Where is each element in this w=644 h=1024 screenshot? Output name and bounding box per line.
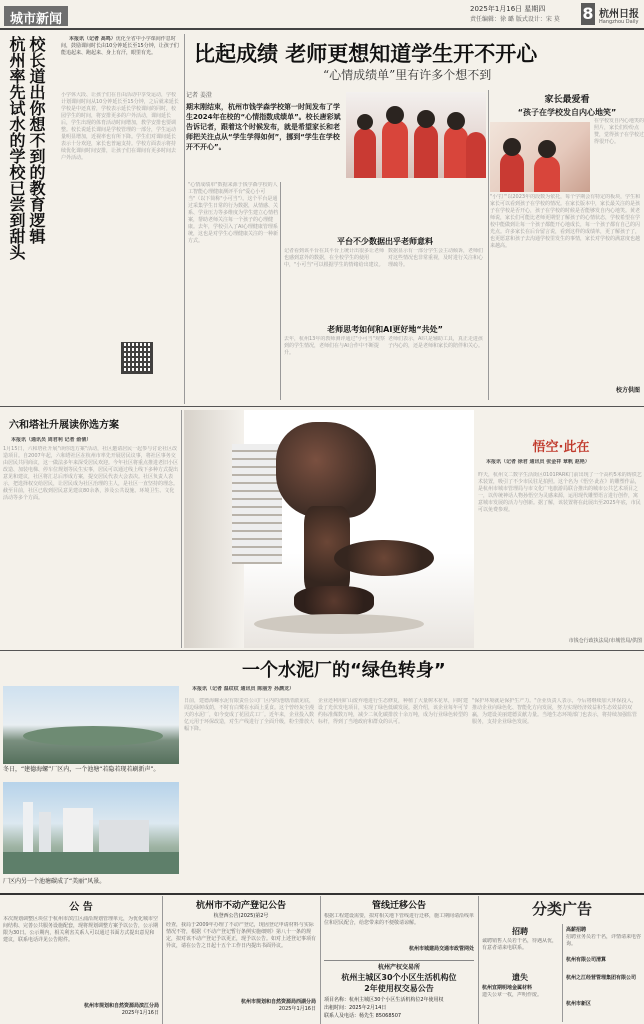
wukong-reporter: 本报讯（记者 徐君 通讯员 张金祥 章帆 赵艳） <box>486 459 590 465</box>
feature-col-1: "心情成绩单"数据来源于钱学森学校的人工智能心理健康测评平台"爱心小可当"（以下简称"小可当"）。这个平台是通过采集学生日常的行为数据，从情感、关系、学业压力等多维度为学生建立心情档案，帮助老师关注每一个孩子的心理健康。去年，学校引入了AI心理健康管理系统，这也是对学生心理健康关注的一种新方式。 <box>188 182 278 244</box>
realestate-body: 经查，我局于2009年办理了不动产登记，现因登记申请材料与实际情况不符，根据《不动产登记暂行条例实施细则》第八十一条的规定，拟对该不动产登记予以更正，现予以公告。如对上述登记事项有异议，请在公告之日起十五个工作日内提出书面异议。 <box>166 922 316 949</box>
cement-story <box>0 652 644 892</box>
date-line: 2025年1月16日 星期四 <box>470 5 546 13</box>
divider <box>324 960 474 961</box>
pond-photo <box>3 686 179 764</box>
left-story <box>3 34 183 404</box>
caption-2: 厂区内另一个池塘碳成了“美丽”风景。 <box>3 878 106 885</box>
realestate-sub: 杭登西公告(2025)第2号 <box>213 913 269 919</box>
headline-vertical-2: 杭州率先试水的学校已尝到甜头 <box>7 36 26 260</box>
recruit-label: 招聘 <box>512 927 528 936</box>
wukong-credit: 市钱仓行政执法局/市城管局/供图 <box>568 638 642 644</box>
notice-ad <box>3 898 159 1022</box>
page-number: 8 <box>582 4 594 23</box>
feature-headline: 比起成绩 老师更想知道学生开不开心 <box>194 42 538 66</box>
factory-photo <box>3 782 179 874</box>
masthead-sub: Hangzhou Daily <box>599 19 639 25</box>
notice-title: 公 告 <box>69 902 93 913</box>
qr-code <box>121 342 153 374</box>
feature-intro: 期末刚结束，杭州市钱学森学校第一时间发布了学生2024年在校的“心情指数成绩单”。校长唐彩斌告诉记者，跟着这个时候发布，就是希望家长和老师把关注点从“学生学得如何”，挪到“学生在学校开不开心”。 <box>186 103 341 151</box>
cement-col-1: 日前，建德海螺水泥有限责任公司厂区内的池塘清澈见底，周边绿树成荫，不时有白鹭在水面上觅食。这个曾经灰尘漫天的水泥厂，如今变成了花园式工厂。近年来，企业投入数亿元用于环保改造，对生产线进行了全面升级，粉尘排放大幅下降。 <box>184 698 314 732</box>
sculpture-photo <box>184 410 474 648</box>
divider <box>181 410 182 648</box>
section-label <box>4 6 68 26</box>
feature-subtitle: “心情成绩单”里有许多个想不到 <box>323 68 492 82</box>
trade-time-label: 出租时间： <box>324 1005 350 1011</box>
ads-row <box>0 896 644 1024</box>
liuhe-reporter: 本报讯（通讯员 周君利 记者 俞倩） <box>11 437 92 443</box>
notice-body: 本次规划调整区块位于杭州市滨江区浦沿规划管理单元，为优化城市空间结构、完善公共服务设施配套，现将规划调整方案予以公告，公示期限为30日。公示期内，相关利害关系人可以通过书面方式提出意见和建议，联系电话详见公告附件。 <box>3 916 159 943</box>
divider <box>162 896 163 1024</box>
section-name: 城市新闻 <box>10 12 63 27</box>
feature-sub2: 老师思考如何和AI更好地“共处” <box>327 325 443 334</box>
divider <box>184 34 185 404</box>
masthead: 杭州日报 <box>599 9 639 20</box>
wukong-filler: 昨天，杭州文二数字生活街区0101PARK门前出现了一个高约5米的铸铁艺术装置，吸引了不少市民驻足拍照。这个名为《悟空·此在》的雕塑作品，是杭州市城市管理局与市文化广电旅游局联合推出的城市公共艺术项目之一，以传统神话人物孙悟空为灵感来源，运用现代雕塑语言进行创作，寓意城市发展的活力与创新。据了解，该装置将在此展出至2025年底，市民可以免费参观。 <box>478 472 642 513</box>
wukong-title: 悟空·此在 <box>532 440 590 455</box>
sidebar-credit: 校方供图 <box>615 387 640 394</box>
sidebar-title: 家长最爱看 <box>544 95 590 105</box>
editor-line: 责任编辑：徐 璐 版式设计：宋 莫 <box>470 16 560 23</box>
ad5-title: 杭州市新区 <box>566 1001 592 1007</box>
ad2-title: 杭州有限公司清算 <box>566 957 607 963</box>
ad1-title: 高薪招聘 <box>566 927 587 933</box>
sidebar-body: 在学校发自内心地笑的照片，家长们纷纷点赞，觉得孩子在学校过得很开心。 <box>594 118 644 145</box>
liuhe-filler: 1月15日，六和塔社升展"读你选方案"活动，社区邀请居民一起参与讨论社区改造项目。自2007年起，六和塔社区在杭州市率先开展居民议事，将社区事务交由居民共同商议，这一做法多年来深受居民欢迎。今年社区将重点推进老旧小区改造、加装电梯、停车位规划等民生实事，居民可以通过线上线下多种方式提出意见和建议，社区将汇总后形成方案，提交居民代表大会表决。社区负责人表示，把选择权交给居民，让居民成为社区治理的主人，是社区一直坚持的理念。截至目前，社区已收到居民意见建议80余条，涉及公共设施、环境卫生、文化活动等多个方面。 <box>3 446 179 501</box>
liuhe-headline: 六和塔社升展读你选方案 <box>9 420 119 431</box>
pipe-body: 根据工程建设需要，拟对相关地下管线进行迁移，施工期间请沿线单位和居民配合，给您带来的不便敬请谅解。 <box>324 913 474 926</box>
feature-col-4: 去年，杭州13年的教师测评通过"小可当"观察到的学生情况，老师们在与AI合作中不断提升。 <box>284 336 385 356</box>
children-photo <box>346 92 486 178</box>
feature-sidebar <box>490 90 644 400</box>
left-lead: 优化全省中小学课间作息时间，鼓励课间时长由10分钟延长至15分钟，让孩子们能追起来、跑起来、身上有汗，眼里有光。 <box>61 36 179 56</box>
pipe-title: 管线迁移公告 <box>371 901 426 911</box>
page-header <box>0 0 644 30</box>
trade-heading: 杭州主城区30个小区生活机构位 <box>341 973 457 982</box>
feature-sub1: 平台不少数据出乎老师意料 <box>337 237 433 246</box>
classifieds <box>482 898 642 1022</box>
divider <box>478 896 479 1024</box>
pipe-ad <box>324 898 474 958</box>
left-story-filler: 小学休大段、让孩子们在自由活动中享受运动，学校计划课间时间从10分钟延长至15分钟，之后就来延长学校是中还真着，学校表示延长学校课间的同时，校园学生的时间，将安排更多的户外活动，课间延长后，学生出现的体育活动时间增加，教学安排也要调整。校长说延长课间是学校管理的一部分，学生运动量明显增加，近视率也有所下降。学生们对课间延长表示十分欢迎，家长也普遍支持。学校方面表示将持续优化课间时间安排，让孩子们在课间有更多时间去户外活动。 <box>61 92 179 161</box>
sidebar-subtitle: “孩子在学校发自内心地笑” <box>517 108 617 117</box>
liuhe-story <box>3 410 179 648</box>
trade-ad <box>324 962 474 1022</box>
notice-date: 2025年1月16日 <box>121 1010 159 1016</box>
feature-intro-box <box>186 90 346 178</box>
trade-title: 杭州产权交易所 <box>377 964 420 971</box>
divider <box>488 90 489 400</box>
divider <box>0 406 644 407</box>
wukong-story <box>478 410 644 648</box>
notice-org: 杭州市规划和自然资源局滨江分局 <box>83 1003 159 1009</box>
trade-contact: 杨先生 85068507 <box>359 1013 402 1019</box>
classifieds-title: 分类广告 <box>531 900 592 918</box>
divider <box>562 924 563 1022</box>
feature-col-3: 数据显示有一部分学生会主动倾诉，老师们对这些情况也非常重视，及时进行关注和心理疏导。 <box>388 248 484 268</box>
divider <box>320 896 321 1024</box>
cement-col-2: 企业还利用矿山废弃地进行生态修复，种植了大量树木花草，同时建设了光伏发电项目，实现了绿色低碳发展。据介绍，该企业每年可节约标准煤数万吨，减少二氧化碳排放十余万吨，成为行业绿色转型的标杆，得到了当地政府和群众的认可。 <box>318 698 468 725</box>
trade-project-label: 项目名称： <box>324 997 350 1003</box>
lost-body: 遗失公章一枚，声明作废。 <box>482 992 543 998</box>
feature-col-5: 老师们表示，AI只是辅助工具，真正走进孩子内心的，还是老师和家长的陪伴和关心。 <box>388 336 484 349</box>
realestate-org: 杭州市规划和自然资源局西湖分局 <box>240 999 316 1005</box>
cement-col-3: "保护环境就是保护生产力。"企业负责人表示，今后将继续加大环保投入，推动企业向绿色化、智能化方向发展，努力实现经济效益和生态效益的双赢，为建设美丽建德贡献力量。当地生态环境部门也表示，将持续加强监管服务，支持企业绿色发展。 <box>472 698 638 725</box>
ad3-title: 杭州宜期明地金属材料 <box>482 985 533 991</box>
ad4-title: 杭州之江经营管理集团有限公司 <box>566 975 637 981</box>
cement-headline: 一个水泥厂的“绿色转身” <box>242 660 446 681</box>
realestate-date: 2025年1月16日 <box>278 1006 316 1012</box>
trade-project: 杭州主城区30个小区生活机构位2年使用权 <box>349 997 444 1003</box>
lost-label: 遗失 <box>512 973 528 982</box>
sidebar-body-2: "小'打'"以2023年的段数为依托，每个学期会有特定的板块，学生和家长可以看到孩子在学校的情况。在家长版本中，家长最关注的是孩子在学校是否开心，孩子在学校的时候是否能够发自内心地笑。黄老师说，家长们可能比老师更期望了解孩子的心情状态，学校希望在学校中能做到让每一个孩子都能开心地成长，每一个孩子都有自己的闪光点。许多家长在后台留言说，看到这样的成绩单，更了解孩子了，也更愿意和孩子去沟通学校里发生的事情，家长对学校的满意度也越来越高。 <box>490 194 641 249</box>
left-reporter: 本报讯（记者 高鸣） <box>69 36 116 42</box>
realestate-ad <box>166 898 316 1022</box>
trade-heading-2: 2年使用权交易公告 <box>364 984 434 993</box>
feature-byline: 记者 姜澄 <box>186 92 212 99</box>
divider <box>0 650 644 651</box>
recruit-body: 诚聘销售人员若干名，待遇从优，有意者请来电联系。 <box>482 938 558 951</box>
divider <box>0 893 644 895</box>
feature-col-2: 记者看到该平台在其平台上统计出很多让老师也感到意外的数据，在全校学生的使用中，"小可当"可以根据学生的情绪给出建议。 <box>284 248 385 268</box>
pipe-org: 杭州市城建局交通市政管网处 <box>408 946 474 952</box>
ad1-body: 招聘业务员若干名，详情请来电咨询。 <box>566 934 642 947</box>
realestate-title: 杭州市不动产登记公告 <box>195 901 286 911</box>
divider <box>280 182 281 400</box>
sidebar-photo <box>490 122 590 192</box>
feature-story <box>188 34 644 404</box>
trade-time: 2025年2月14日 <box>349 1005 387 1011</box>
headline-vertical-1: 校长道出你想不到的教育逻辑 <box>27 36 46 244</box>
cement-reporter: 本报讯（记者 温纹纹 通讯员 陈丽芳 孙渊龙） <box>192 686 294 692</box>
caption-1: 冬日，“建德海螺”厂区内，一个池塘“若隐若现若刷新声”。 <box>3 766 160 773</box>
trade-contact-label: 联系人及电话： <box>324 1013 360 1019</box>
